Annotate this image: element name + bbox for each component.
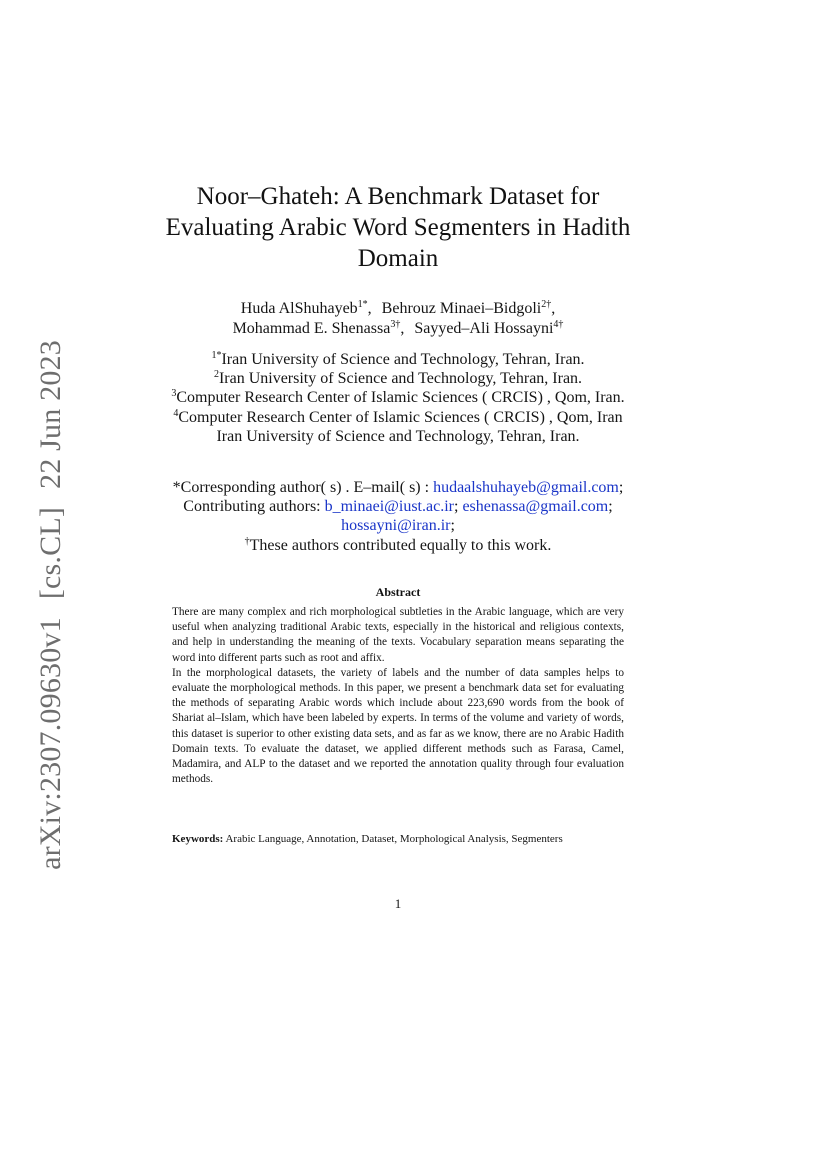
affiliation-text: Iran University of Science and Technology, Tehran, Iran. xyxy=(216,427,580,445)
contributing-email-link[interactable]: b_minaei@iust.ac.ir xyxy=(324,498,454,516)
title-line-2: Evaluating Arabic Word Segmenters in Hadith xyxy=(165,214,631,241)
arxiv-id[interactable]: arXiv:2307.09630v1 xyxy=(34,617,67,870)
punctuation: ; xyxy=(608,498,613,516)
keywords xyxy=(172,832,624,846)
equal-contribution-text: These authors contributed equally to this work. xyxy=(249,536,552,554)
arxiv-side-stamp xyxy=(34,340,68,870)
contributing-email-link[interactable]: eshenassa@gmail.com xyxy=(462,498,609,516)
abstract-body xyxy=(172,605,624,787)
author-name: Huda AlShuhayeb xyxy=(240,300,358,317)
abstract-paragraph: In the morphological datasets, the variety of labels and the number of data samples helps to evaluate the morphological methods. In this paper, we present a benchmark data set for evaluating the methods of separating Arabic words which include about 223,690 words from the book of Shariat al–Islam, which have been labeled by experts. In terms of the volume and variety of words, this dataset is superior to other existing data sets, and as far as we know, there are no Arabic Hadith Domain texts. To evaluate the dataset, we applied different methods such as Farasa, Camel, Madamira, and ALP to the dataset and we reported the annotation quality through four evaluation methods. xyxy=(172,666,624,786)
keywords-label: Keywords: xyxy=(172,833,224,845)
punctuation: ; xyxy=(453,498,463,516)
affiliation-mark: 2 xyxy=(213,369,219,381)
author-line-1: Huda AlShuhayeb$^{1*}$, Behrouz Minaei–Bidgoli$^{2\dagger}$, xyxy=(240,299,556,317)
affiliation-item xyxy=(150,408,646,427)
author-list xyxy=(120,299,676,339)
abstract-heading: Abstract xyxy=(375,585,421,599)
affiliation-item xyxy=(150,427,646,446)
author-mark: 3† xyxy=(390,319,401,330)
arxiv-date: 22 Jun 2023 xyxy=(34,340,67,489)
corresponding-email-link[interactable]: hudaalshuhayeb@gmail.com xyxy=(433,479,619,496)
affiliation-mark: 1* xyxy=(211,350,222,361)
title-line-3: Domain xyxy=(357,245,439,272)
affiliation-text: Iran University of Science and Technology, Tehran, Iran. xyxy=(221,351,585,368)
punctuation: ; xyxy=(450,517,455,535)
author-mark: 2† xyxy=(541,299,552,310)
affiliation-list xyxy=(150,350,646,446)
title-line-1: Noor–Ghateh: A Benchmark Dataset for xyxy=(196,183,600,210)
paper-title xyxy=(130,181,666,274)
affiliation-item xyxy=(150,369,646,388)
author-mark: 4† xyxy=(553,319,564,330)
author-mark: 1* xyxy=(357,299,368,310)
equal-contribution-note xyxy=(120,536,676,555)
contributing-authors-line xyxy=(120,497,676,516)
author-name: Sayyed–Ali Hossayni xyxy=(414,320,554,337)
affiliation-text: Computer Research Center of Islamic Sciences ( CRCIS) , Qom, Iran xyxy=(178,408,623,426)
affiliation-text: Computer Research Center of Islamic Sciences ( CRCIS) , Qom, Iran. xyxy=(176,389,625,407)
author-name: Mohammad E. Shenassa xyxy=(232,320,391,337)
page-number: 1 xyxy=(394,896,402,911)
affiliation-mark: 4 xyxy=(173,407,179,419)
keywords-text: Arabic Language, Annotation, Dataset, Morphological Analysis, Segmenters xyxy=(223,833,563,845)
corresponding-author-line xyxy=(120,478,676,497)
punctuation: ; xyxy=(618,479,624,496)
affiliation-item xyxy=(150,350,646,369)
affiliation-mark: 3 xyxy=(171,388,177,400)
corresponding-prefix: *Corresponding author( s) . E–mail( s) : xyxy=(172,479,434,496)
contributing-email-link[interactable]: hossayni@iran.ir xyxy=(341,517,451,535)
arxiv-category: [cs.CL] xyxy=(34,506,67,600)
contributing-prefix: Contributing authors: xyxy=(183,498,325,516)
contributing-authors-line-2 xyxy=(120,516,676,535)
correspondence-block xyxy=(120,478,676,555)
author-name: Behrouz Minaei–Bidgoli xyxy=(381,300,542,317)
abstract-paragraph: There are many complex and rich morphological subtleties in the Arabic language, which are very useful when analyzing traditional Arabic texts, especially in the historical and religious contexts, and help in understanding the meaning of the texts. Vocabulary separation means separating the word into different parts such as root and affix. xyxy=(172,606,624,664)
affiliation-item xyxy=(150,388,646,407)
author-line-2: Mohammad E. Shenassa$^{3\dagger}$, Sayyed–Ali Hossayni$^{4\dagger}$ xyxy=(232,319,564,337)
affiliation-text: Iran University of Science and Technology, Tehran, Iran. xyxy=(218,370,583,388)
dagger-mark: † xyxy=(244,535,250,547)
